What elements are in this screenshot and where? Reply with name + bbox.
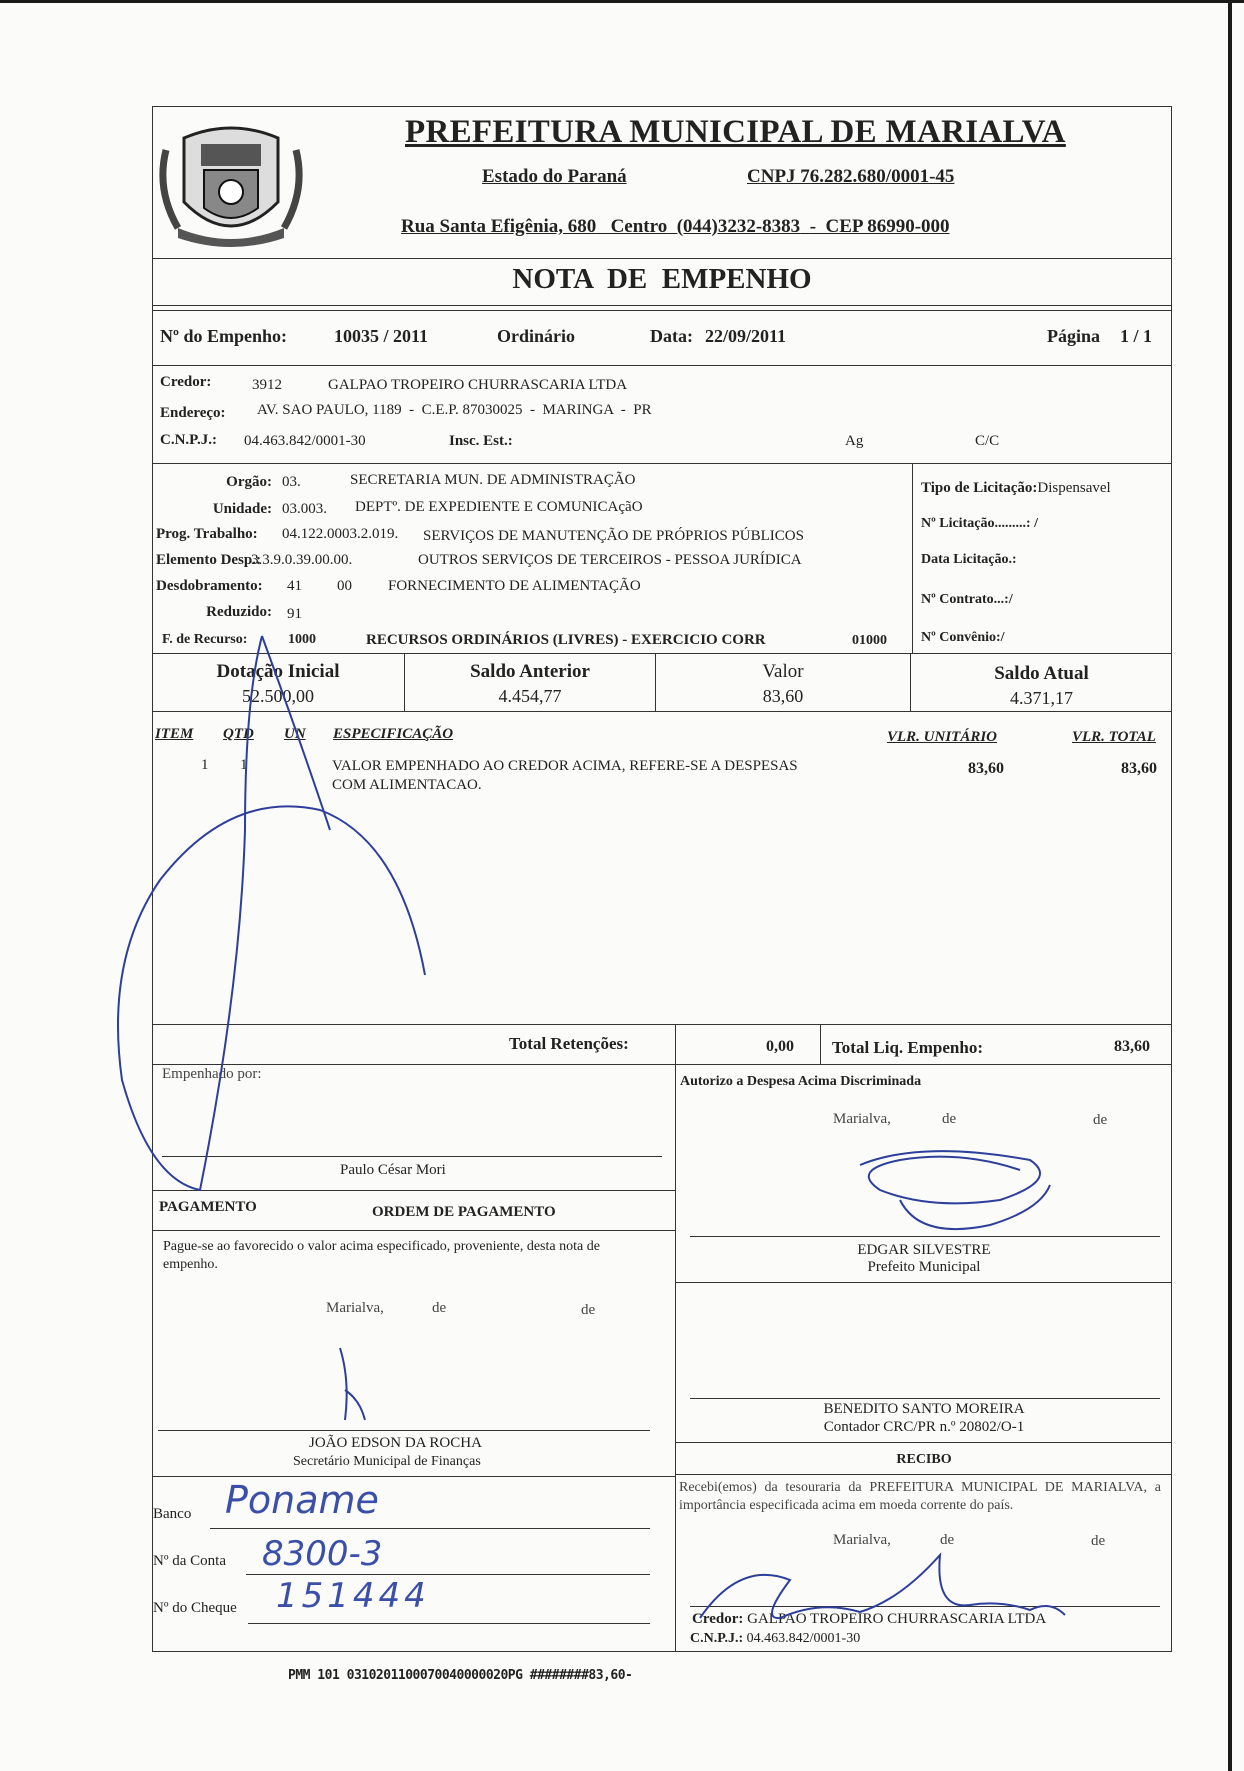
ordem-pagamento-label: ORDEM DE PAGAMENTO [372,1204,556,1220]
recibo-de2: de [1091,1533,1106,1549]
cep: CEP 86990-000 [825,216,950,237]
empenho-date: 22/09/2011 [705,326,787,346]
elemento-label: Elemento Desp.: [156,552,261,568]
num-licitacao-label: Nº Licitação.........: / [921,516,1038,531]
recibo-cnpj-value: 04.463.842/0001-30 [746,1631,861,1646]
prog-label: Prog. Trabalho: [156,526,258,542]
orgao-label: Orgão: [226,474,272,490]
col-item-header: ITEM [155,726,194,742]
empenho-number: 10035 / 2011 [334,326,429,346]
col-qtd-header: QTD [223,726,254,742]
pagamento-label: PAGAMENTO [159,1199,257,1215]
col-spec-header: ESPECIFICAÇÃO [333,726,454,742]
total-retencoes-label: Total Retenções: [509,1034,629,1053]
row-unit-value: 83,60 [968,760,1004,777]
pague-text: Pague-se ao favorecido o valor acima especificado, proveniente, desta nota de empenho. [163,1239,600,1272]
empenhado-por-label: Empenhado por: [162,1066,262,1082]
secretario-role: Secretário Municipal de Finanças [293,1454,481,1469]
unidade-code: 03.003. [282,501,327,517]
tipo-licitacao-label: Tipo de Licitação: [921,480,1038,496]
empenhado-por-name: Paulo César Mori [340,1162,446,1178]
fonte-name: RECURSOS ORDINÁRIOS (LIVRES) - EXERCICIO CORR [366,632,766,648]
desdobramento-label: Desdobramento: [156,578,263,594]
row-total-value: 83,60 [1121,760,1157,777]
pagamento-de1: de [432,1300,447,1316]
orgao-code: 03. [282,474,301,490]
credor-name: GALPAO TROPEIRO CHURRASCARIA LTDA [328,377,628,393]
credor-address: AV. SAO PAULO, 1189 - C.E.P. 87030025 - MARINGA - PR [257,402,652,418]
valor-label: Valor [762,661,804,682]
empenho-label: Nº do Empenho: [160,326,287,346]
recibo-title: RECIBO [896,1452,952,1467]
state-name: Estado do Paraná [482,166,627,187]
agency-label: Ag [845,433,864,449]
col-total-header: VLR. TOTAL [1072,729,1156,745]
fonte-number: 01000 [852,633,887,648]
credor-cnpj-label: C.N.P.J.: [160,432,217,448]
saldo-anterior-label: Saldo Anterior [470,661,590,682]
banco-handwritten: Poname [225,1478,379,1522]
autorizo-place: Marialva, [833,1111,891,1127]
phone: (044)3232-8383 [676,216,801,237]
reduzido-label: Reduzido: [206,604,272,620]
row-item: 1 [201,757,209,773]
desdobramento-code: 41 [287,578,302,594]
recibo-credor-name: GALPAO TROPEIRO CHURRASCARIA LTDA [747,1611,1047,1627]
saldo-anterior-value: 4.454,77 [498,686,562,706]
saldo-atual-label: Saldo Atual [994,663,1089,684]
row-spec-line2: COM ALIMENTACAO. [332,777,482,793]
recibo-de1: de [940,1532,955,1548]
pagamento-place: Marialva, [326,1300,384,1316]
cheque-handwritten: 151444 [276,1576,430,1616]
autorizo-label: Autorizo a Despesa Acima Discriminada [680,1074,922,1089]
prog-name: SERVIÇOS DE MANUTENÇÃO DE PRÓPRIOS PÚBLICOS [423,528,804,544]
data-licitacao-label: Data Licitação.: [921,552,1017,567]
unidade-name: DEPTº. DE EXPEDIENTE E COMUNICAçãO [355,499,643,515]
contador-role: Contador CRC/PR n.º 20802/O-1 [823,1419,1025,1435]
conta-label: Nº da Conta [153,1553,226,1569]
saldo-atual-value: 4.371,17 [1010,688,1073,708]
convenio-label: Nº Convênio:/ [921,630,1005,645]
row-spec-line1: VALOR EMPENHADO AO CREDOR ACIMA, REFERE-SE A DESPESAS [332,758,798,774]
page-label: Página [1047,326,1101,346]
autorizo-de2: de [1093,1112,1108,1128]
recibo-credor-label: Credor: [692,1611,744,1627]
page-number: 1 / 1 [1120,326,1153,346]
prefeito-name: EDGAR SILVESTRE [857,1242,991,1258]
footer-code: PMM 101 0310201100070040000020PG ########83,60- [288,1668,633,1683]
credor-label: Credor: [160,374,212,390]
header-cnpj: CNPJ 76.282.680/0001-45 [747,166,955,187]
fonte-label: F. de Recurso: [162,632,248,647]
prefeito-role: Prefeito Municipal [867,1259,981,1275]
insc-est-label: Insc. Est.: [449,433,513,449]
credor-code: 3912 [252,377,282,393]
dotacao-inicial-value: 52.500,00 [242,686,314,706]
prog-code: 04.122.0003.2.019. [282,526,399,542]
fonte-code: 1000 [288,632,316,647]
district: Centro [610,216,668,237]
cheque-label: Nº do Cheque [153,1600,237,1616]
address-label: Endereço: [160,405,226,421]
desdobramento-sub: 00 [337,578,352,594]
orgao-name: SECRETARIA MUN. DE ADMINISTRAÇÃO [350,472,636,488]
unidade-label: Unidade: [212,501,272,517]
contador-name: BENEDITO SANTO MOREIRA [823,1401,1025,1417]
recibo-cnpj-label: C.N.P.J.: [690,1631,744,1646]
recibo-place: Marialva, [833,1532,891,1548]
empenho-type: Ordinário [497,326,576,346]
conta-handwritten: 8300-3 [262,1534,383,1574]
contrato-label: Nº Contrato...:/ [921,592,1013,607]
total-liquido-label: Total Liq. Empenho: [832,1038,983,1057]
total-retencoes-value: 0,00 [766,1038,794,1055]
separator: - [809,216,817,237]
total-liquido-value: 83,60 [1114,1038,1150,1055]
dotacao-inicial-label: Dotação Inicial [216,661,340,682]
document-title: NOTA DE EMPENHO [512,263,812,295]
date-label: Data: [650,326,693,346]
pagamento-de2: de [581,1302,596,1318]
secretario-name: JOÃO EDSON DA ROCHA [309,1435,482,1451]
banco-label: Banco [153,1506,192,1522]
street-address: Rua Santa Efigênia, 680 [401,216,597,237]
credor-cnpj: 04.463.842/0001-30 [244,433,366,449]
desdobramento-name: FORNECIMENTO DE ALIMENTAÇÃO [388,578,641,594]
recibo-text: Recebi(emos) da tesouraria da PREFEITURA MUNICIPAL DE MARIALVA, a importância especificada acima em moeda corrente do país. [679,1480,1161,1513]
tipo-licitacao-value: Dispensavel [1037,480,1111,496]
col-unit-header: VLR. UNITÁRIO [887,729,998,745]
autorizo-de1: de [942,1111,957,1127]
valor-value: 83,60 [762,686,804,706]
municipality-title: PREFEITURA MUNICIPAL DE MARIALVA [405,114,1066,150]
col-un-header: UN [284,726,306,742]
elemento-name: OUTROS SERVIÇOS DE TERCEIROS - PESSOA JURÍDICA [418,552,802,568]
account-label: C/C [975,433,1000,449]
row-qtd: 1 [240,757,248,773]
elemento-code: 3.3.9.0.39.00.00. [251,552,353,568]
reduzido-value: 91 [287,606,302,622]
